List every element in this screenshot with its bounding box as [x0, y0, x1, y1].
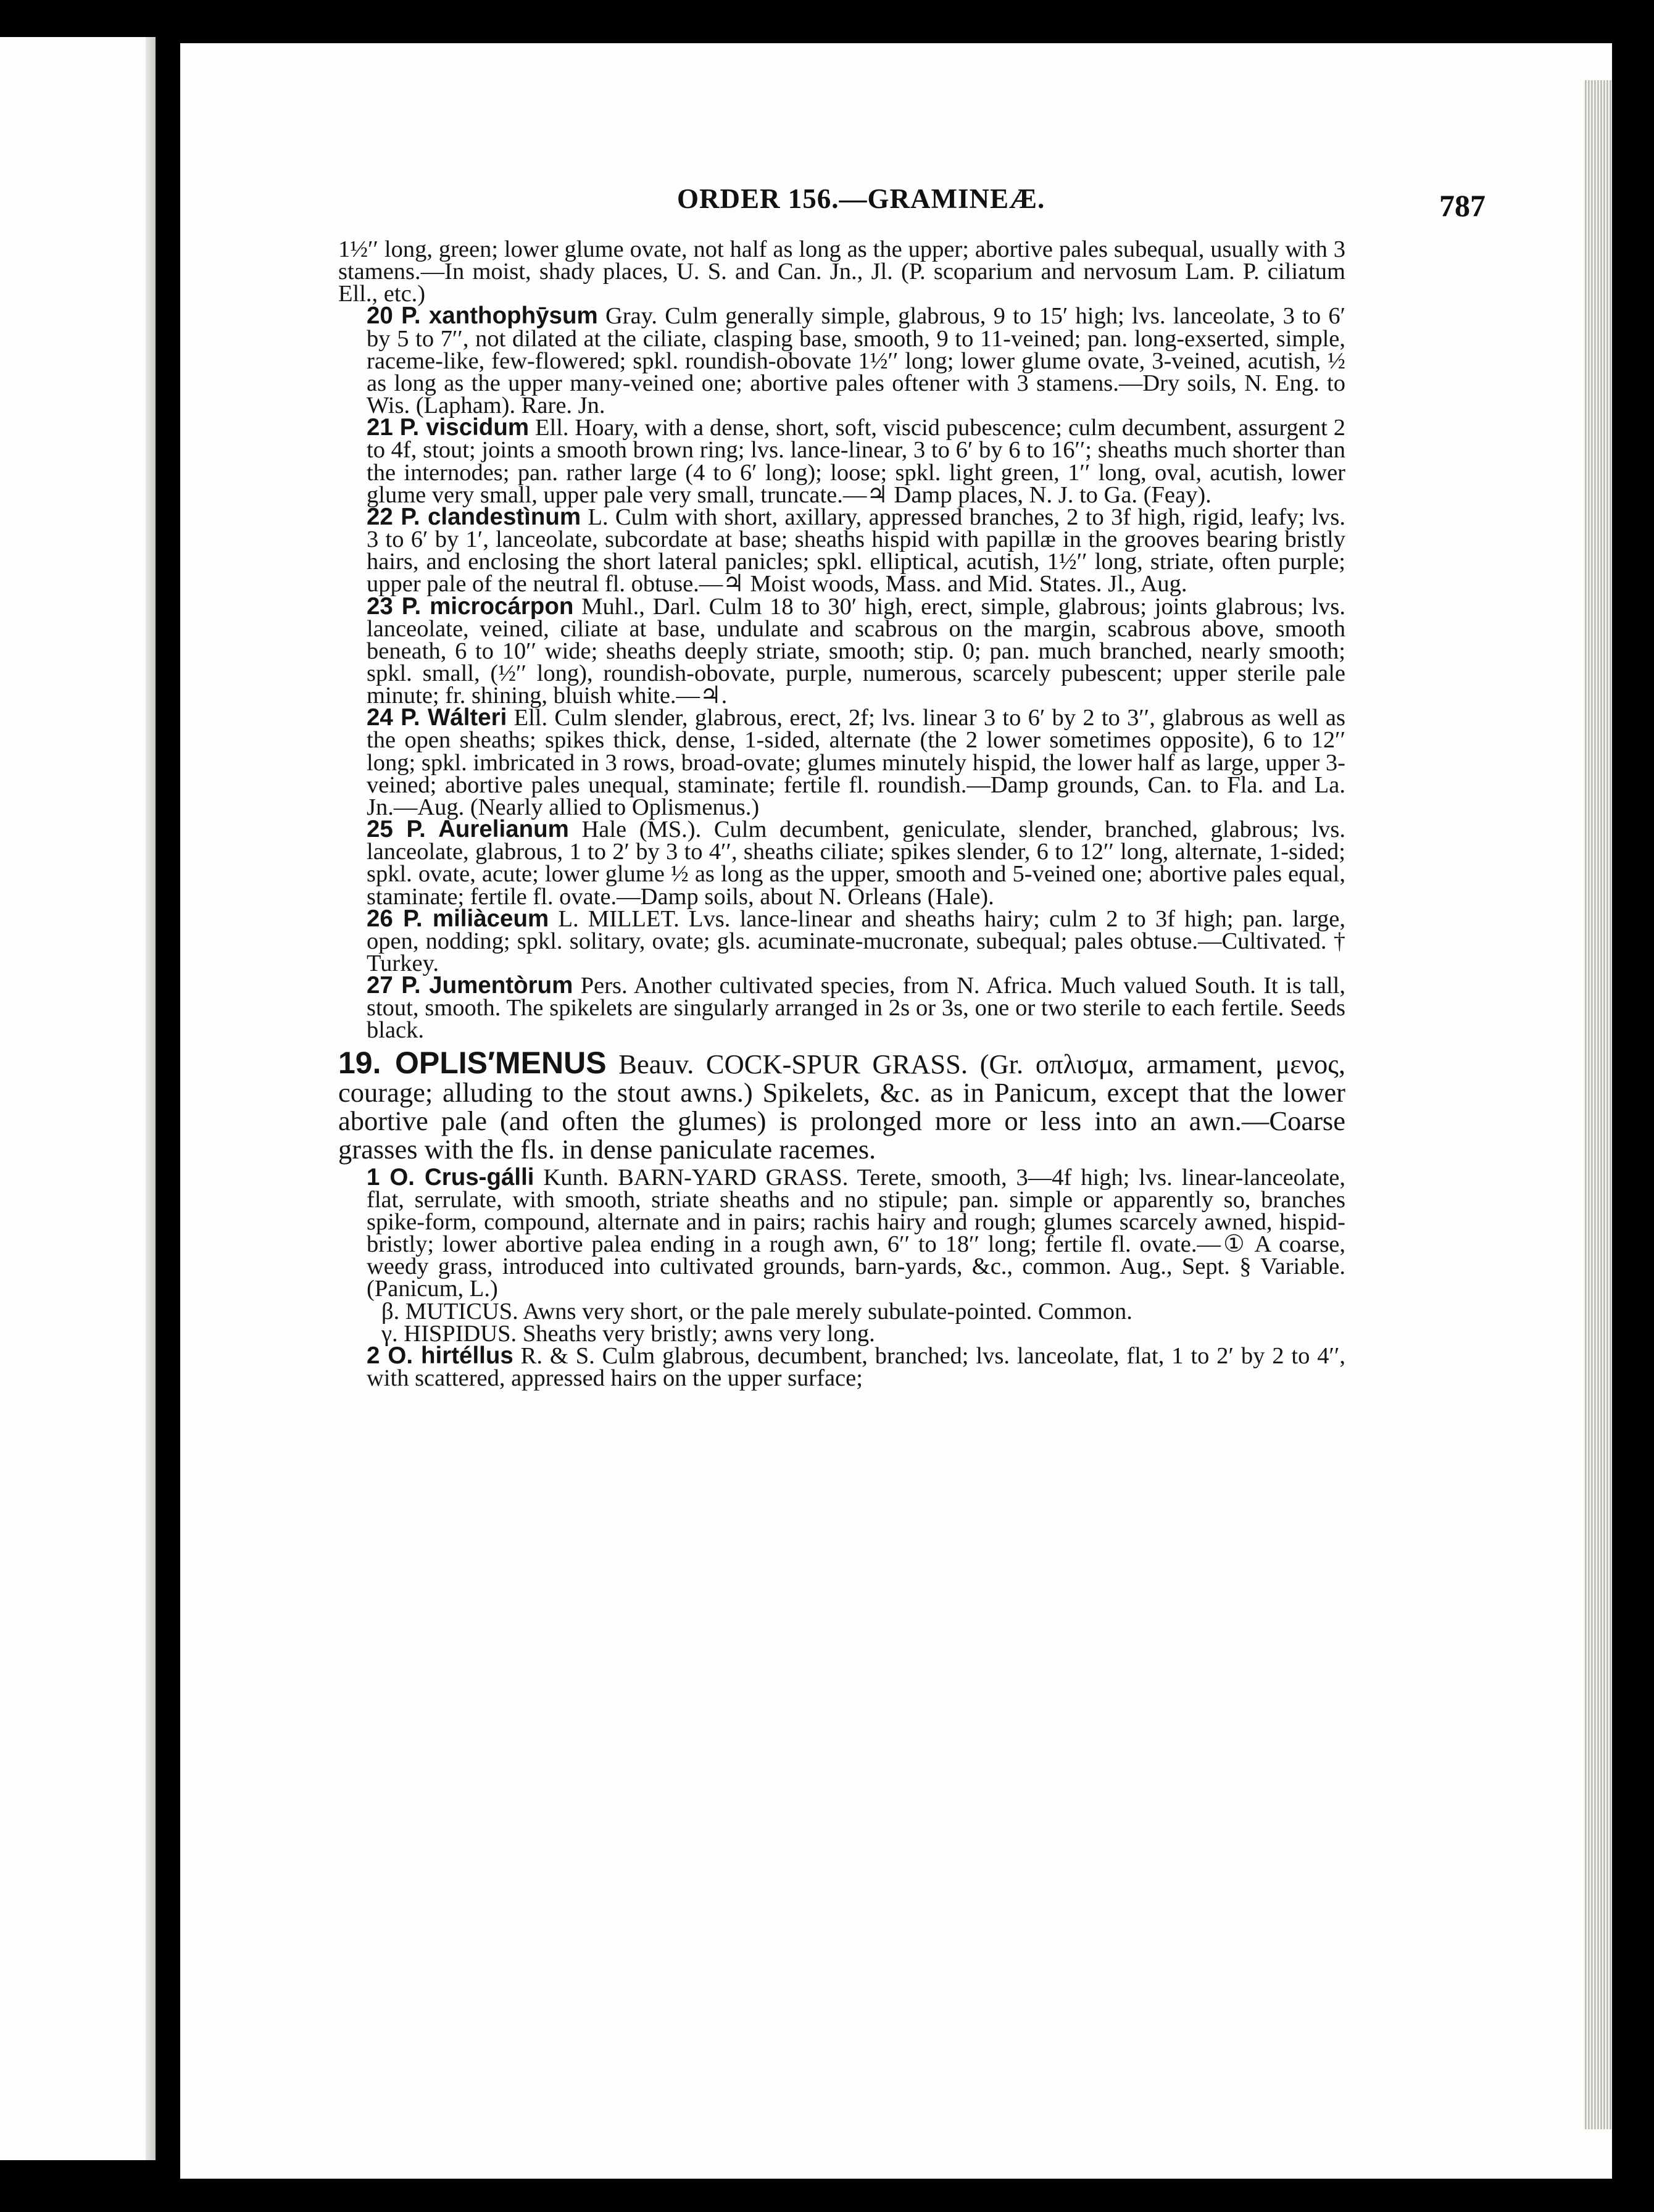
species-entry-24 — [338, 704, 1345, 820]
running-head: ORDER 156.—GRAMINEÆ. — [677, 183, 1045, 214]
variety-entry-gamma — [338, 1320, 1345, 1347]
species-description: Pers. Another cultivated species, from N. Africa. Much valued South. It is tall, stout, smooth. The spikelets are singularly arranged in 2s or 3s, one or two sterile to each fertile. Seeds black. — [367, 973, 1345, 1044]
species-name: 1 O. Crus-gálli — [367, 1163, 534, 1191]
species-name: 20 P. xanthophȳsum — [367, 302, 598, 330]
left-page-gutter — [146, 37, 156, 2160]
species-description: Muhl., Darl. Culm 18 to 30′ high, erect, simple, glabrous; joints glabrous; lvs. lanceolate, veined, ciliate at base, undulate and scabrous on the margin, scabrous above, smooth beneath, 6 to 10′′ wide; sheaths deeply striate, smooth; stip. 0; pan. much branched, nearly smooth; spkl. small, (½′′ long), roundish-obovate, purple, numerous, scarcely pubescent; upper sterile pale minute; fr. shining, bluish white.—♃. — [367, 593, 1345, 709]
species-name: 2 O. hirtéllus — [367, 1342, 513, 1369]
species-name: 26 P. miliàceum — [367, 905, 549, 932]
species-entry-26 — [338, 905, 1346, 976]
species-entry-23 — [338, 592, 1345, 709]
page-number: 787 — [1439, 188, 1486, 223]
left-page-margin — [0, 37, 156, 2160]
variety-description: Awns very short, or the pale merely subulate-pointed. Common. — [518, 1298, 1132, 1324]
genus-name: 19. OPLIS′MENUS — [338, 1045, 607, 1080]
variety-name: γ. HISPIDUS. — [381, 1320, 517, 1347]
body-text — [338, 236, 1346, 1392]
variety-entry-beta — [338, 1300, 1345, 1323]
species-name: 22 P. clandestìnum — [367, 503, 581, 530]
variety-description: Sheaths very bristly; awns very long. — [517, 1320, 875, 1347]
species-entry-21 — [338, 414, 1345, 508]
genus-entry — [338, 1045, 1345, 1165]
species-description: Gray. Culm generally simple, glabrous, 9 to 15′ high; lvs. lanceolate, 3 to 6′ by 5 to 7′′, not dilated at the ciliate, clasping base, smooth, 9 to 11-veined; pan. long-exserted, simple, raceme-like, few-flowered; spkl. roundish-obovate 1½′′ long; lower glume ovate, 3-veined, acutish, ½ as long as the upper many-veined one; abortive pales oftener with 3 stamens.—Dry soils, N. Eng. to Wis. (Lapham). Rare. Jn. — [367, 303, 1345, 419]
page-header — [677, 183, 1486, 226]
species-description: Ell. Hoary, with a dense, short, soft, viscid pubescence; culm decumbent, assurgent 2 to 4f, stout; joints a smooth brown ring; lvs. lance-linear, 3 to 6′ by 6 to 16′′; sheaths much shorter than the internodes; pan. rather large (4 to 6′ long); loose; spkl. light green, 1′′ long, oval, acutish, lower glume very small, upper pale very small, truncate.—♃ Damp places, N. J. to Ga. (Feay). — [367, 415, 1345, 508]
genus-description: Beauv. COCK-SPUR GRASS. (Gr. οπλισμα, armament, μενος, courage; alluding to the stout awns.) Spikelets, &c. as in Panicum, except that the lower abortive pale (and often the glumes) is prolonged more or less into an awn.—Coarse grasses with the fls. in dense paniculate racemes. — [338, 1048, 1345, 1165]
species-entry-25 — [338, 818, 1345, 908]
page-stack-edges — [1584, 80, 1612, 2129]
species-description: R. & S. Culm glabrous, decumbent, branched; lvs. lanceolate, flat, 1 to 2′ by 2 to 4′′, with scattered, appressed hairs on the upper surface; — [367, 1342, 1345, 1392]
species-description: Kunth. BARN-YARD GRASS. Terete, smooth, 3—4f high; lvs. linear-lanceolate, flat, serrulate, with smooth, striate sheaths and no stipule; pan. simple or apparently so, branches spike-form, compound, alternate and in pairs; rachis hairy and rough; glumes scarcely awned, hispid-bristly; lower abortive palea ending in a rough awn, 6′′ to 18′′ long; fertile fl. ovate.—① A coarse, weedy grass, introduced into cultivated grounds, barn-yards, &c., common. Aug., Sept. § Variable. (Panicum, L.) — [367, 1164, 1346, 1302]
species-description: Ell. Culm slender, glabrous, erect, 2f; lvs. linear 3 to 6′ by 2 to 3′′, glabrous as well as the open sheaths; spikes thick, dense, 1-sided, alternate (the 2 lower sometimes opposite), 6 to 12′′ long; spkl. imbricated in 3 rows, broad-ovate; glumes minutely hispid, the lower half as large, upper 3-veined; abortive pales unequal, staminate; fertile fl. roundish.—Damp grounds, Can. to Fla. and La. Jn.—Aug. (Nearly allied to Oplismenus.) — [367, 705, 1345, 820]
species-name: 21 P. viscidum — [367, 414, 530, 441]
variety-name: β. MUTICUS. — [381, 1298, 518, 1324]
species-description: L. MILLET. Lvs. lance-linear and sheaths hairy; culm 2 to 3f high; pan. large, open, nodding; spkl. solitary, ovate; gls. acuminate-mucronate, subequal; pales obtuse.—Cultivated. † Turkey. — [367, 905, 1346, 976]
species-description: L. Culm with short, axillary, appressed branches, 2 to 3f high, rigid, leafy; lvs. 3 to 6′ by 1′, lanceolate, subcordate at base; sheaths hispid with papillæ in the grooves bearing bristly hairs, and enclosing the short lateral panicles; spkl. elliptical, acutish, 1½′′ long, striate, often purple; upper pale of the neutral fl. obtuse.—♃ Moist woods, Mass. and Mid. States. Jl., Aug. — [367, 504, 1345, 597]
species-name: 25 P. Aurelianum — [367, 816, 569, 843]
species-entry-27 — [338, 972, 1345, 1044]
species-entry-20 — [338, 302, 1345, 419]
species-name: 24 P. Wálteri — [367, 704, 507, 731]
paragraph-text: 1½′′ long, green; lower glume ovate, not half as long as the upper; abortive pales subequal, usually with 3 stamens.—In moist, shady places, U. S. and Can. Jn., Jl. (P. scoparium and nervosum Lam. P. ciliatum Ell., etc.) — [338, 236, 1345, 307]
species-description: Hale (MS.). Culm decumbent, geniculate, slender, branched, glabrous; lvs. lanceolate, glabrous, 1 to 2′ by 3 to 4′′, sheaths ciliate; spikes slender, 6 to 12′′ long, alternate, 1-sided; spkl. ovate, acute; lower glume ½ as long as the upper, smooth and 5-veined one; abortive pales equal, staminate; fertile fl. ovate.—Damp soils, about N. Orleans (Hale). — [367, 817, 1345, 910]
species-entry-o1 — [338, 1163, 1346, 1302]
species-entry-o2 — [338, 1342, 1345, 1392]
continuation-paragraph — [338, 238, 1345, 305]
species-name: 27 P. Jumentòrum — [367, 972, 573, 999]
species-entry-22 — [338, 503, 1345, 597]
species-name: 23 P. microcárpon — [367, 592, 574, 620]
